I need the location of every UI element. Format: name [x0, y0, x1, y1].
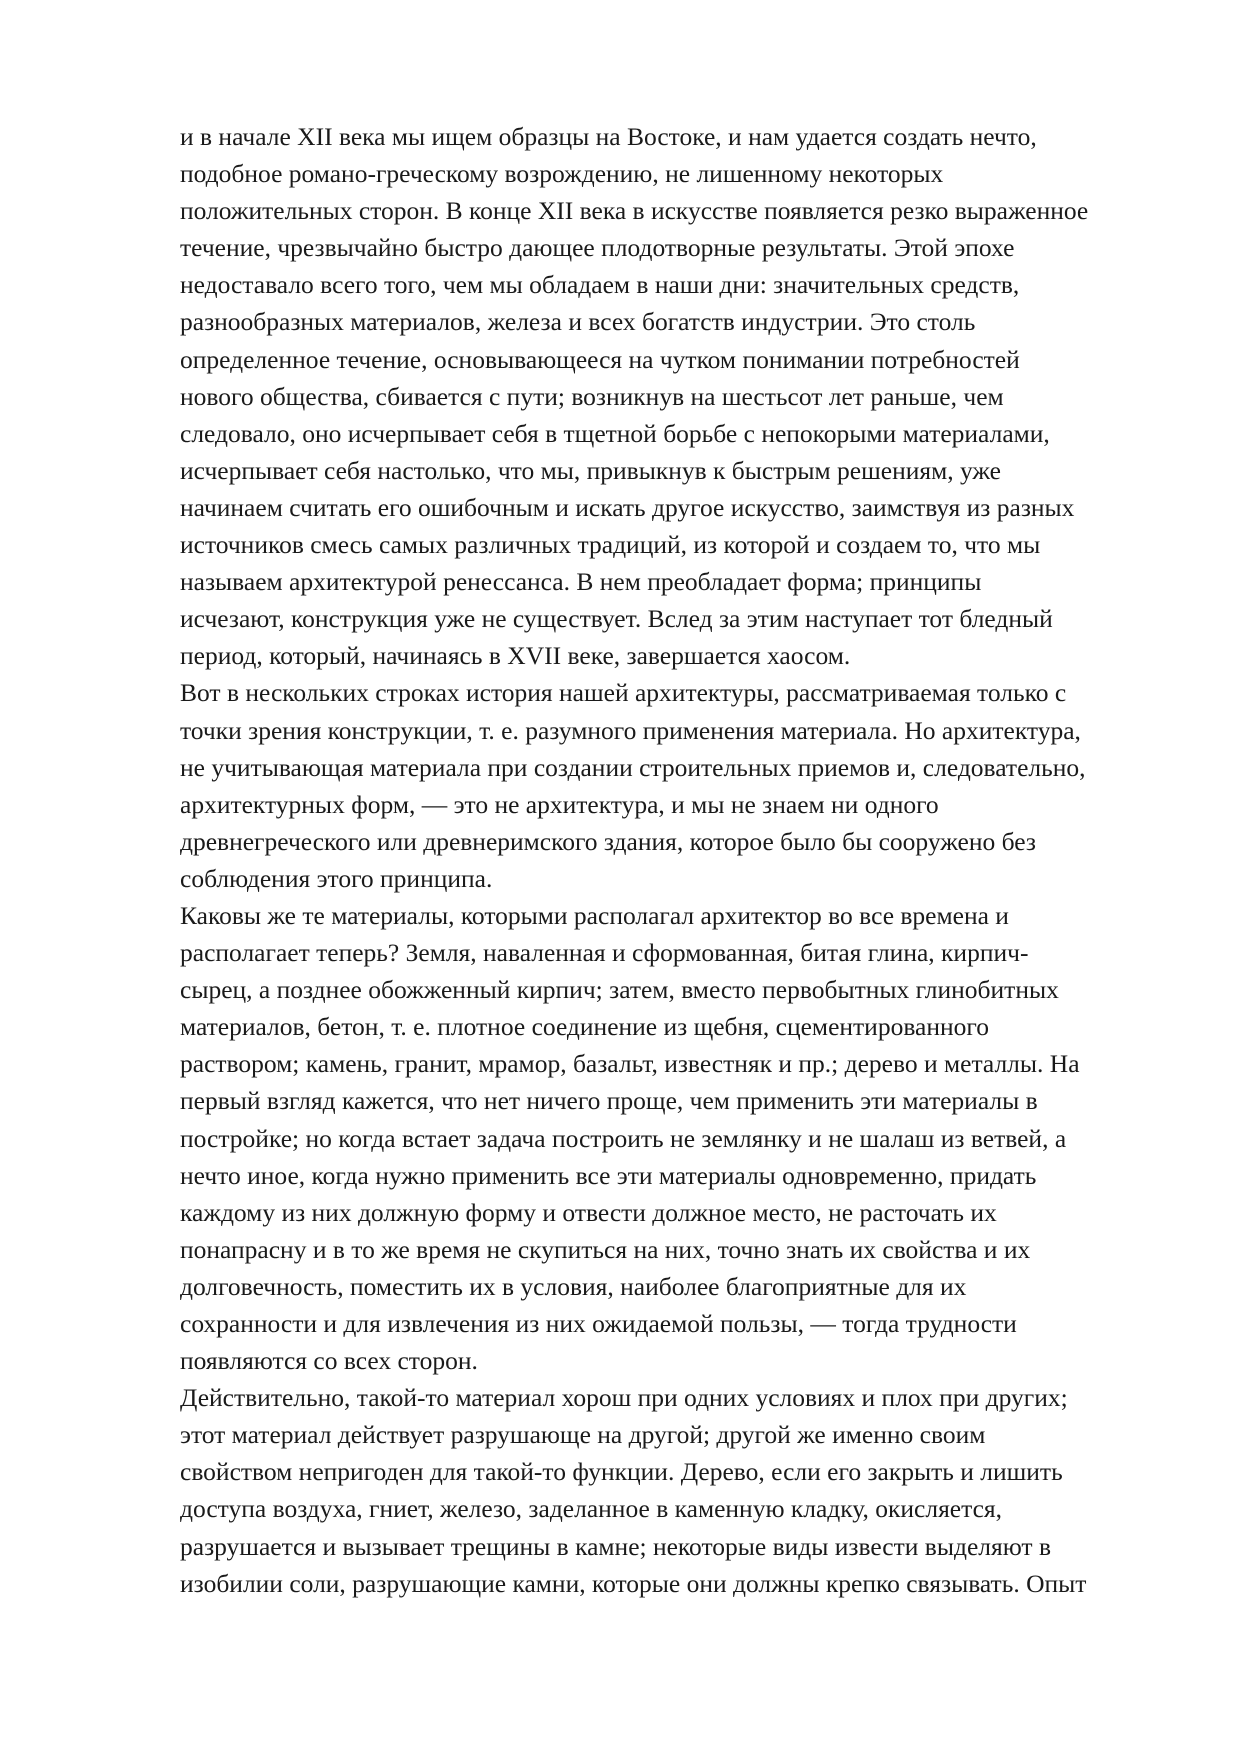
- text-line: располагает теперь? Земля, наваленная и сформованная, битая глина, кирпич-: [180, 938, 1029, 968]
- text-line: древнегреческого или древнеримского здания, которое было бы сооружено без: [180, 826, 1036, 856]
- text-line: разнообразных материалов, железа и всех богатств индустрии. Это столь: [180, 307, 976, 337]
- text-line: точки зрения конструкции, т. е. разумного применения материала. Но архитектура,: [180, 715, 1081, 745]
- text-line: разрушается и вызывает трещины в камне; некоторые виды извести выделяют в: [180, 1531, 1051, 1561]
- text-line: Действительно, такой-то материал хорош при одних условиях и плох при других;: [180, 1383, 1068, 1413]
- text-line: сохранности и для извлечения из них ожидаемой пользы, — тогда трудности: [180, 1309, 1017, 1338]
- text-line: нового общества, сбивается с пути; возникнув на шестьсот лет раньше, чем: [180, 381, 1004, 411]
- text-line: Вот в нескольких строках история нашей архитектуры, рассматриваемая только с: [180, 678, 1067, 708]
- text-line: положительных сторон. В конце XII века в искусстве появляется резко выраженное: [180, 196, 1089, 226]
- text-line: определенное течение, основывающееся на чутком понимании потребностей: [180, 344, 1020, 374]
- text-line: источников смесь самых различных традиций, из которой и создаем то, что мы: [180, 530, 1041, 560]
- text-line: не учитывающая материала при создании строительных приемов и, следовательно,: [180, 752, 1086, 782]
- text-line: исчерпывает себя настолько, что мы, привыкнув к быстрым решениям, уже: [180, 455, 1002, 485]
- text-line: свойством непригоден для такой-то функции. Дерево, если его закрыть и лишить: [180, 1457, 1063, 1487]
- text-line: течение, чрезвычайно быстро дающее плодотворные результаты. Этой эпохе: [180, 233, 1015, 263]
- text-line: этот материал действует разрушающе на другой; другой же именно своим: [180, 1420, 986, 1450]
- text-line: материалов, бетон, т. е. плотное соединение из щебня, сцементированного: [180, 1012, 989, 1042]
- text-line: соблюдения этого принципа.: [180, 863, 493, 893]
- text-line: первый взгляд кажется, что нет ничего проще, чем применить эти материалы в: [180, 1086, 1038, 1116]
- text-line: исчезают, конструкция уже не существует. Вслед за этим наступает тот бледный: [180, 604, 1053, 634]
- text-line: понапрасну и в то же время не скупиться на них, точно знать их свойства и их: [180, 1234, 1031, 1264]
- text-line: период, который, начинаясь в XVII веке, завершается хаосом.: [180, 641, 851, 671]
- text-line: изобилии соли, разрушающие камни, которые они должны крепко связывать. Опыт: [180, 1568, 1087, 1598]
- text-line: нечто иное, когда нужно применить все эти материалы одновременно, придать: [180, 1160, 1037, 1190]
- text-line: следовало, оно исчерпывает себя в тщетной борьбе с непокорыми материалами,: [180, 418, 1050, 448]
- text-line: и в начале XII века мы ищем образцы на Востоке, и нам удается создать нечто,: [180, 122, 1037, 151]
- text-line: каждому из них должную форму и отвести должное место, не расточать их: [180, 1197, 997, 1227]
- text-line: раствором; камень, гранит, мрамор, базальт, известняк и пр.; дерево и металлы. На: [180, 1049, 1080, 1079]
- text-line: начинаем считать его ошибочным и искать другое искусство, заимствуя из разных: [180, 492, 1075, 522]
- text-line: сырец, а позднее обожженный кирпич; затем, вместо первобытных глинобитных: [180, 975, 1059, 1005]
- text-line: Каковы же те материалы, которыми располагал арxитектор во все времена и: [180, 900, 1009, 930]
- text-line: постройке; но когда встает задача построить не землянку и не шалаш из ветвей, а: [180, 1123, 1067, 1153]
- text-line: недоставало всего того, чем мы обладаем в наши дни: значительных средств,: [180, 270, 1020, 300]
- body-text: [180, 118, 1160, 1602]
- text-line: называем архитектурой ренессанса. В нем преобладает форма; принципы: [180, 567, 982, 597]
- text-line: архитектурных форм, — это не архитектура, и мы не знаем ни одного: [180, 789, 939, 819]
- text-line: подобное романо-греческому возрождению, не лишенному некоторых: [180, 159, 944, 189]
- text-line: появляются со всех сторон.: [180, 1346, 478, 1376]
- text-line: доступа воздуха, гниет, железо, заделанное в каменную кладку, окисляется,: [180, 1494, 1003, 1524]
- text-line: долговечность, поместить их в условия, наиболее благоприятные для их: [180, 1271, 967, 1301]
